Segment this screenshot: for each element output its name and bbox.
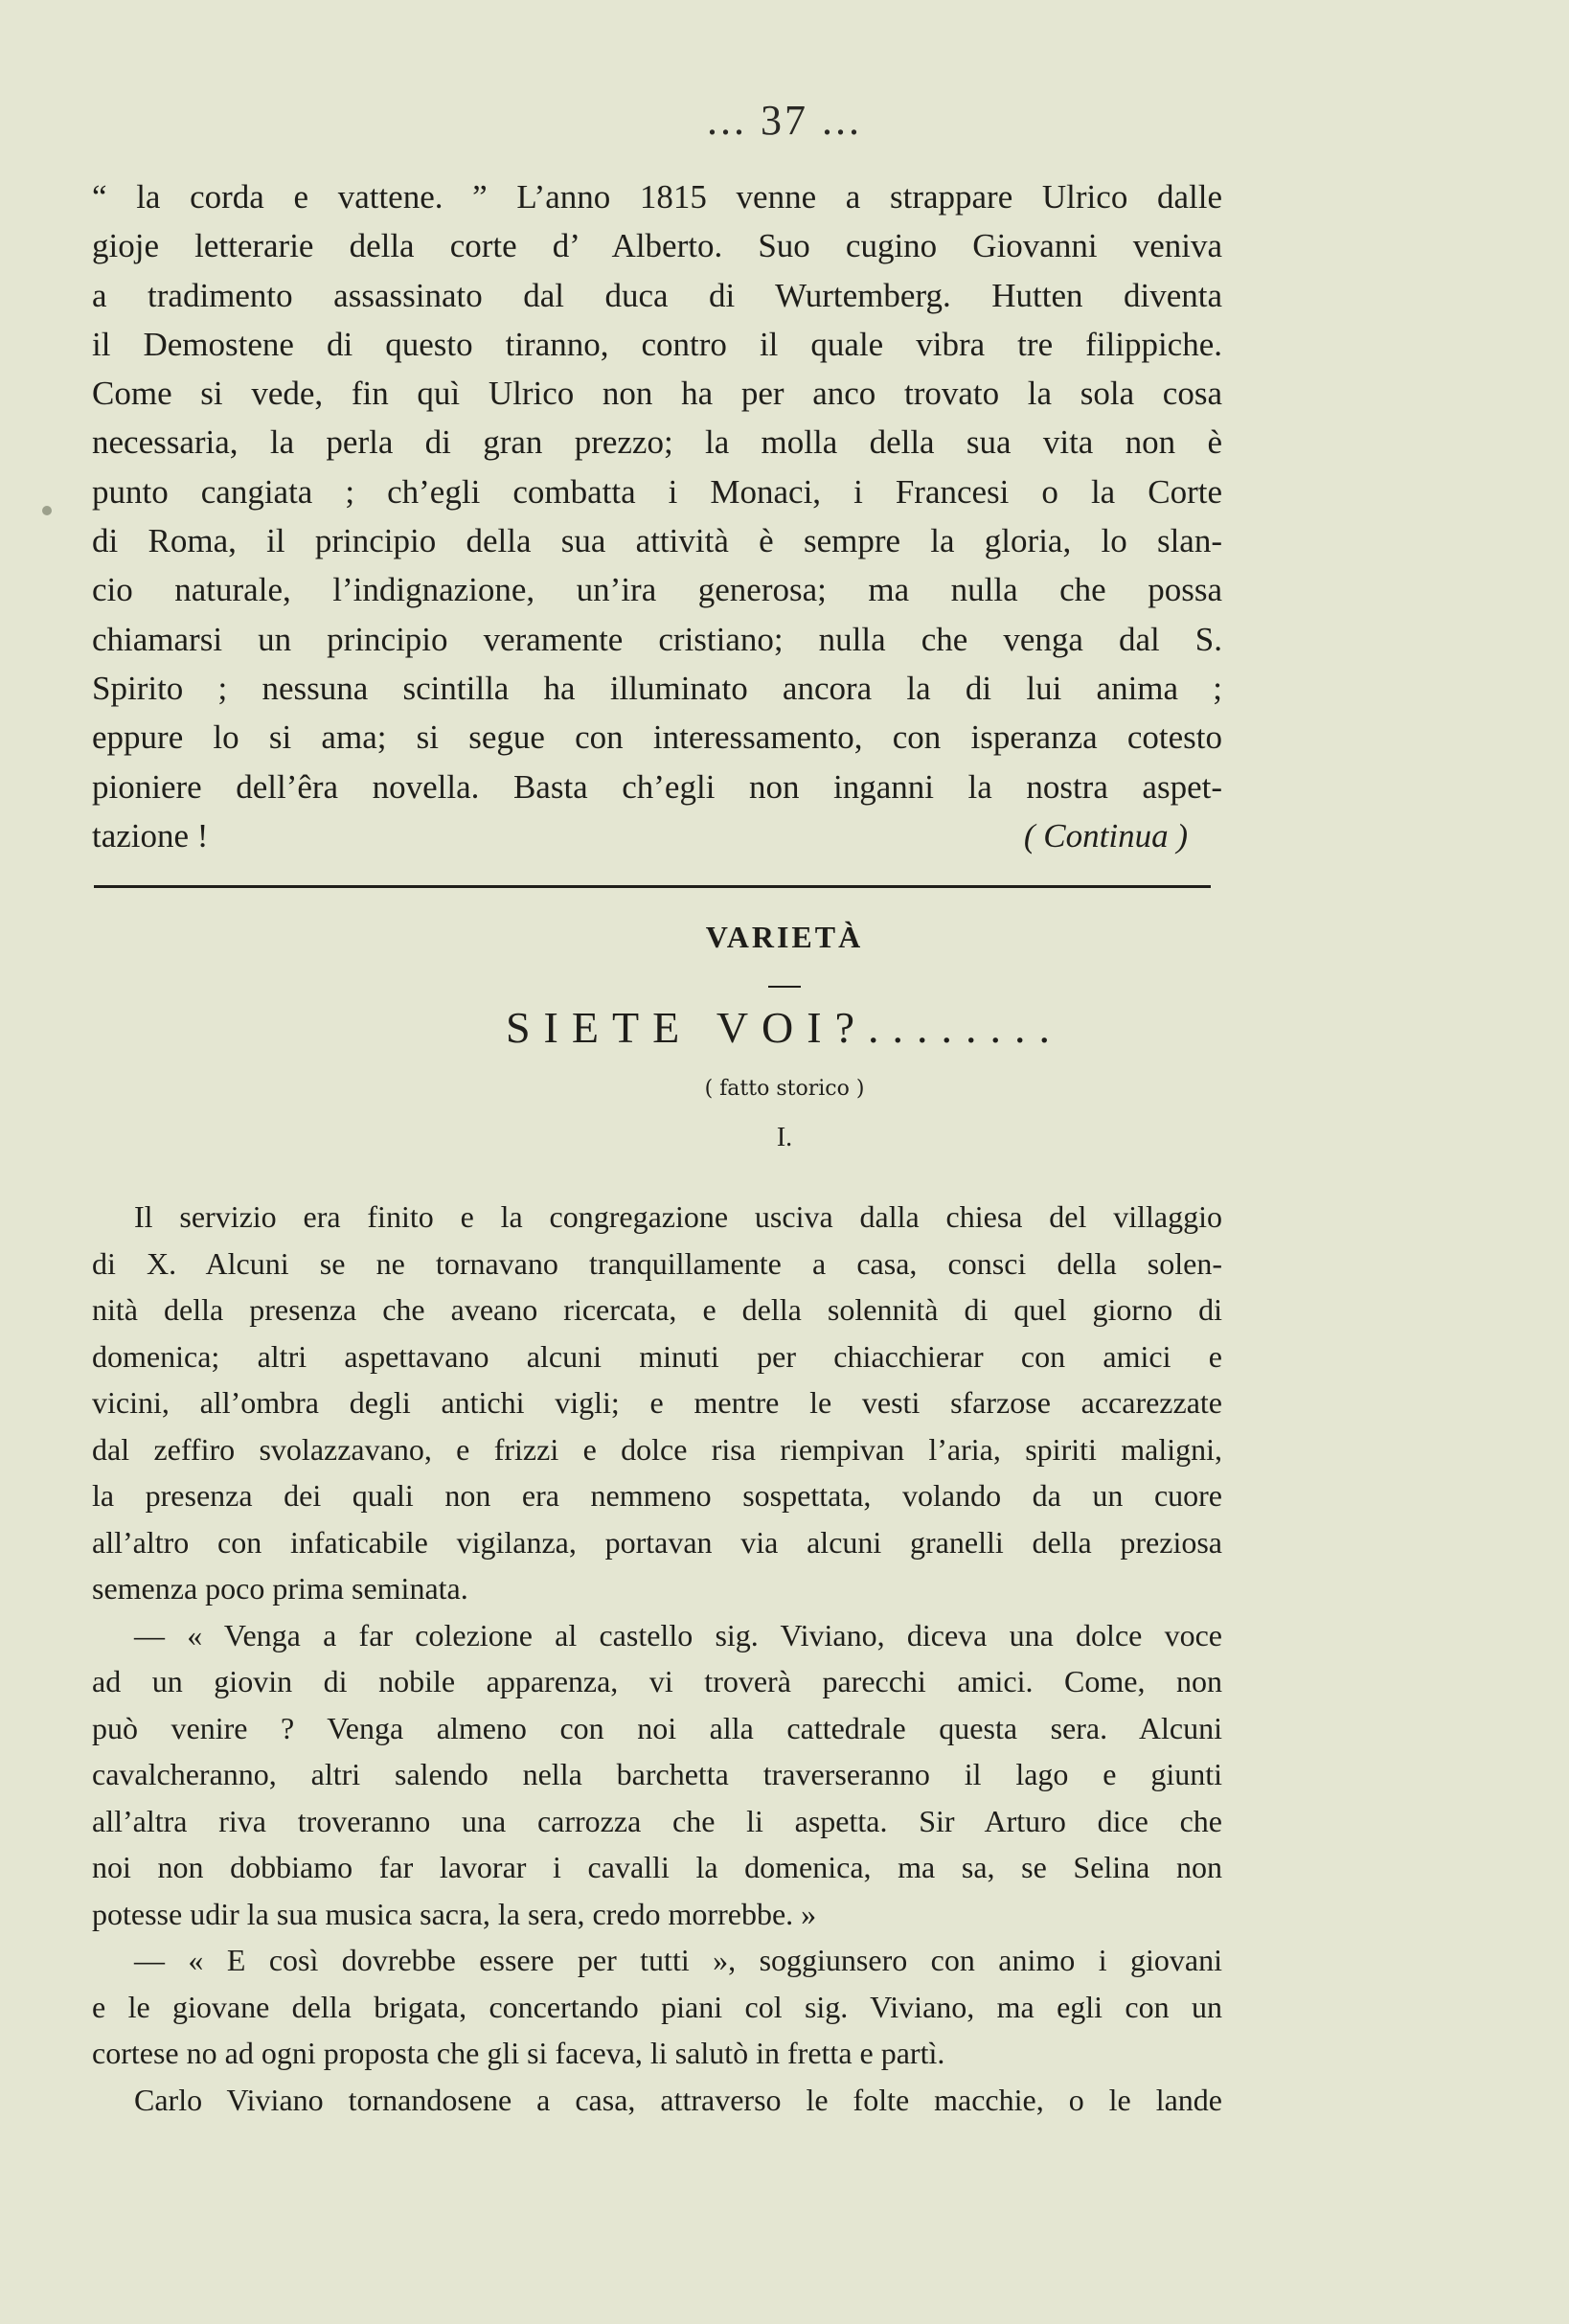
title-dash <box>768 986 801 988</box>
text-line: — « E così dovrebbe essere per tutti », soggiunsero con animo i giovani <box>134 1943 1222 1977</box>
text-line: nità della presenza che aveano ricercata, e della solennità di quel giorno di <box>92 1292 1222 1327</box>
page-number: ... 37 ... <box>707 97 862 144</box>
continuation-paragraph <box>92 172 1222 860</box>
text-line: noi non dobbiamo far lavorar i cavalli la domenica, ma sa, se Selina non <box>92 1850 1222 1884</box>
text-line: il Demostene di questo tiranno, contro il quale vibra tre filippiche. <box>92 325 1222 363</box>
text-line: eppure lo si ama; si segue con interessamento, con isperanza cotesto <box>92 718 1222 757</box>
text-line: di X. Alcuni se ne tornavano tranquillamente a casa, consci della solen- <box>92 1245 1222 1281</box>
text-line: cio naturale, l’indignazione, un’ira generosa; ma nulla che possa <box>92 571 1222 609</box>
text-line: semenza poco prima seminata. <box>92 1571 468 1606</box>
text-line: gioje letterarie della corte d’ Alberto. Suo cugino Giovanni veniva <box>92 227 1222 265</box>
text-line: potesse udir la sua musica sacra, la sera, credo morrebbe. » <box>92 1896 817 1931</box>
text-line: cortese no ad ogni proposta che gli si faceva, li salutò in fretta e partì. <box>92 2036 945 2070</box>
continued-label: ( Continua ) <box>1023 816 1188 854</box>
text-line: di Roma, il principio della sua attività è sempre la gloria, lo slan- <box>92 522 1222 560</box>
chapter-number: I. <box>776 1123 793 1152</box>
text-line: ad un giovin di nobile apparenza, vi troverà parecchi amici. Come, non <box>92 1664 1222 1698</box>
text-line: — « Venga a far colezione al castello sig. Viviano, diceva una dolce voce <box>134 1617 1222 1652</box>
text-line: Spirito ; nessuna scintilla ha illuminato ancora la di lui anima ; <box>92 669 1222 707</box>
text-line: a tradimento assassinato dal duca di Wurtemberg. Hutten diventa <box>92 276 1222 314</box>
text-line: necessaria, la perla di gran prezzo; la molla della sua vita non è <box>92 423 1222 462</box>
text-line: tazione ! <box>92 816 209 854</box>
text-line: “ la corda e vattene. ” L’anno 1815 venne a strappare Ulrico dalle <box>92 178 1222 216</box>
text-line: dal zeffiro svolazzavano, e frizzi e dolce risa riempivan l’aria, spiriti maligni, <box>92 1431 1222 1467</box>
ink-spot <box>42 506 52 515</box>
text-line: Il servizio era finito e la congregazione usciva dalla chiesa del villaggio <box>134 1199 1222 1234</box>
story-body <box>92 1194 1222 2123</box>
text-line: Carlo Viviano tornandosene a casa, attraverso le folte macchie, o le lande <box>134 2082 1222 2117</box>
text-line: cavalcheranno, altri salendo nella barchetta traverseranno il lago e giunti <box>92 1757 1222 1791</box>
text-line: punto cangiata ; ch’egli combatta i Monaci, i Francesi o la Corte <box>92 472 1222 511</box>
text-line: Come si vede, fin quì Ulrico non ha per anco trovato la sola cosa <box>92 375 1222 413</box>
story-subtitle: ( fatto storico ) <box>704 1077 865 1101</box>
text-line: pioniere dell’êra novella. Basta ch’egli non inganni la nostra aspet- <box>92 767 1222 806</box>
text-line: vicini, all’ombra degli antichi vigli; e mentre le vesti sfarzose accarezzate <box>92 1385 1222 1420</box>
section-divider <box>94 885 1211 888</box>
section-heading: VARIETÀ <box>705 920 864 954</box>
text-line: la presenza dei quali non era nemmeno sospettata, volando da un cuore <box>92 1478 1222 1513</box>
text-line: e le giovane della brigata, concertando piani col sig. Viviano, ma egli con un <box>92 1989 1222 2024</box>
text-line: può venire ? Venga almeno con noi alla cattedrale questa sera. Alcuni <box>92 1710 1222 1745</box>
text-line: domenica; altri aspettavano alcuni minuti per chiacchierar con amici e <box>92 1338 1222 1374</box>
text-line: chiamarsi un principio veramente cristiano; nulla che venga dal S. <box>92 620 1222 658</box>
paragraph-end-line <box>92 811 1222 860</box>
text-line: all’altro con infaticabile vigilanza, portavan via alcuni granelli della preziosa <box>92 1524 1222 1560</box>
story-title: SIETE VOI?........ <box>505 1003 1064 1052</box>
text-line: all’altra riva troveranno una carrozza che li aspetta. Sir Arturo dice che <box>92 1803 1222 1838</box>
